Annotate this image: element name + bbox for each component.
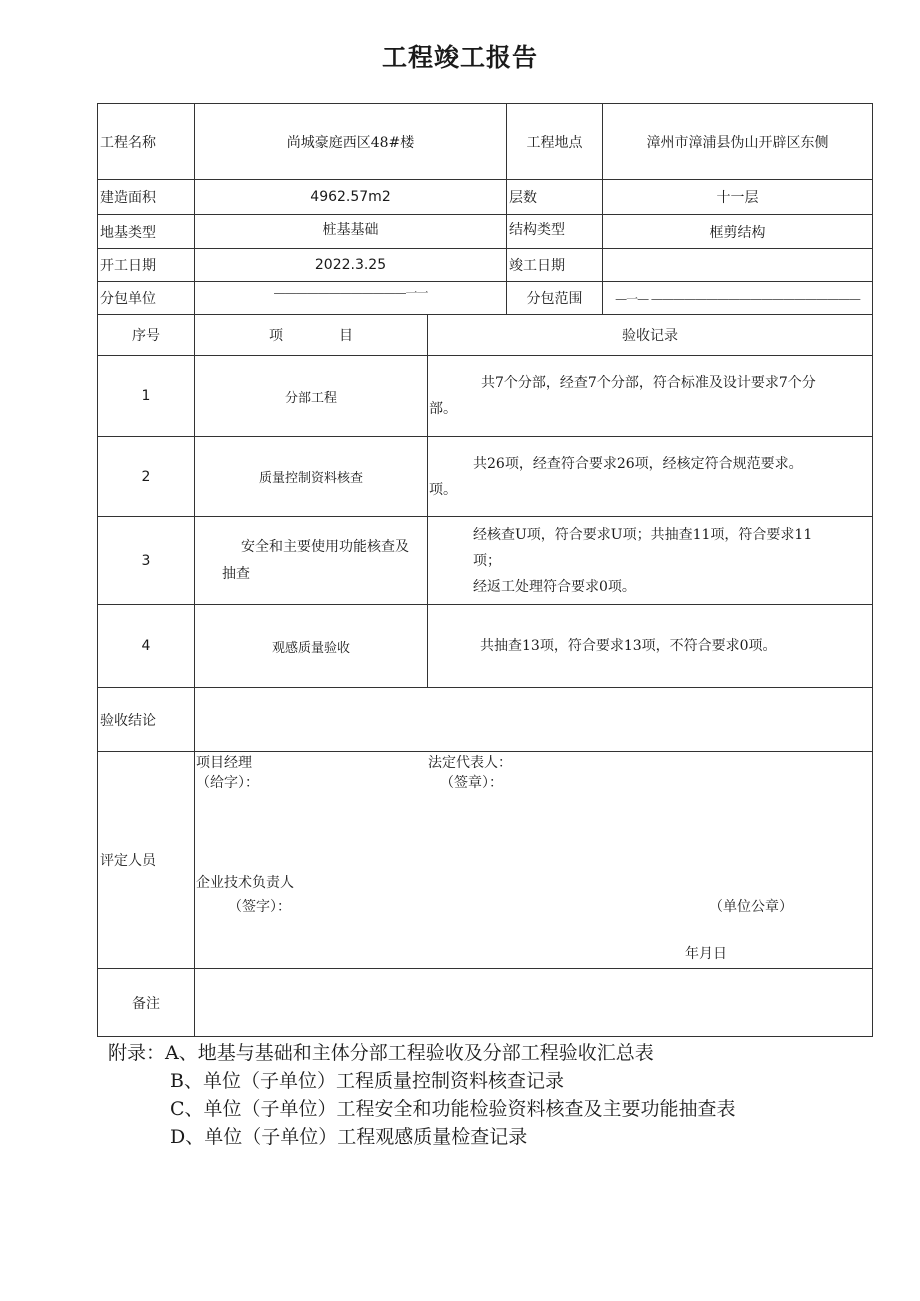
page-title: 工程竣工报告 <box>381 43 538 72</box>
col-header-no: 序号 <box>98 315 195 356</box>
record-line: 项； <box>473 552 501 569</box>
finish-date-value <box>603 249 873 282</box>
item-record <box>428 356 873 437</box>
item-record <box>428 517 873 605</box>
appendix-item-a: 附录：A、地基与基础和主体分部工程验收及分部工程验收汇总表 <box>108 1042 654 1064</box>
appendix-item-b: B、单位（子单位）工程质量控制资料核查记录 <box>170 1070 564 1092</box>
row-dates <box>98 249 873 282</box>
start-date-value: 2022.3.25 <box>195 249 507 282</box>
item-no: 4 <box>98 605 195 688</box>
appendix-item-d: D、单位（子单位）工程观感质量检查记录 <box>170 1126 528 1148</box>
conclusion-label: 验收结论 <box>98 688 195 752</box>
row-area <box>98 180 873 215</box>
item-name-line: 抽查 <box>222 565 250 582</box>
col-header-item: 项 目 <box>195 315 428 356</box>
sub-scope-label: 分包范围 <box>507 282 603 315</box>
row-items-header <box>98 315 873 356</box>
record-line: 共7个分部，经查7个分部，符合标准及设计要求7个分 <box>481 375 816 391</box>
completion-report-table <box>97 103 873 1037</box>
item-record <box>428 437 873 517</box>
sub-unit-label: 分包单位 <box>98 282 195 315</box>
area-label: 建造面积 <box>98 180 195 215</box>
item-record: 共抽查13项，符合要求13项，不符合要求0项。 <box>428 605 873 688</box>
row-project-name <box>98 104 873 180</box>
project-location-label: 工程地点 <box>507 104 603 180</box>
company-seal-label: （单位公章） <box>709 899 793 915</box>
legal-rep-label: 法定代表人： <box>428 755 512 771</box>
structure-label: 结构类型 <box>507 215 603 249</box>
tech-lead-sign-label: （签字）： <box>228 899 291 915</box>
col-header-record: 验收记录 <box>428 315 873 356</box>
table-row <box>98 437 873 517</box>
start-date-label: 开工日期 <box>98 249 195 282</box>
record-line: 经核查U项，符合要求U项；共抽查11项，符合要求11 <box>473 526 813 543</box>
remarks-label: 备注 <box>98 969 195 1037</box>
floors-label: 层数 <box>507 180 603 215</box>
sub-unit-value: ————————————一一 <box>195 282 507 315</box>
structure-value: 框剪结构 <box>603 215 873 249</box>
date-label: 年月日 <box>685 946 727 962</box>
sub-scope-value: —一— ——————————————————— <box>603 282 873 315</box>
item-name: 观感质量验收 <box>195 605 428 688</box>
foundation-label: 地基类型 <box>98 215 195 249</box>
remarks-value <box>195 969 873 1037</box>
table-row <box>98 356 873 437</box>
area-value: 4962.57m2 <box>195 180 507 215</box>
record-line: 经返工处理符合要求0项。 <box>473 578 636 595</box>
pm-label: 项目经理 <box>196 755 252 771</box>
evaluators-sign-area <box>195 752 873 969</box>
item-name: 质量控制资料核查 <box>195 437 428 517</box>
row-conclusion <box>98 688 873 752</box>
finish-date-label: 竣工日期 <box>507 249 603 282</box>
evaluators-label: 评定人员 <box>98 752 195 969</box>
record-line: 部。 <box>429 401 457 417</box>
row-remarks <box>98 969 873 1037</box>
tech-lead-label: 企业技术负责人 <box>196 875 294 891</box>
row-evaluators <box>98 752 873 969</box>
conclusion-value <box>195 688 873 752</box>
item-name-line: 安全和主要使用功能核查及 <box>241 538 409 555</box>
floors-value: 十一层 <box>603 180 873 215</box>
item-no: 2 <box>98 437 195 517</box>
table-row <box>98 517 873 605</box>
project-location-value: 漳州市漳浦县伪山开辟区东侧 <box>603 104 873 180</box>
project-name-label: 工程名称 <box>98 104 195 180</box>
item-name <box>195 517 428 605</box>
record-line: 共26项，经查符合要求26项，经核定符合规范要求。 <box>473 455 803 472</box>
legal-rep-sign-label: （签章）： <box>440 775 503 791</box>
row-foundation <box>98 215 873 249</box>
record-line: 项。 <box>429 481 457 498</box>
project-name-value: 尚城豪庭西区48#楼 <box>195 104 507 180</box>
row-subcontract <box>98 282 873 315</box>
item-no: 3 <box>98 517 195 605</box>
foundation-value: 桩基基础 <box>195 215 507 249</box>
item-name: 分部工程 <box>195 356 428 437</box>
appendix-item-c: C、单位（子单位）工程安全和功能检验资料核查及主要功能抽查表 <box>170 1098 736 1120</box>
item-no: 1 <box>98 356 195 437</box>
pm-sign-label: （给字）： <box>196 775 259 791</box>
table-row <box>98 605 873 688</box>
